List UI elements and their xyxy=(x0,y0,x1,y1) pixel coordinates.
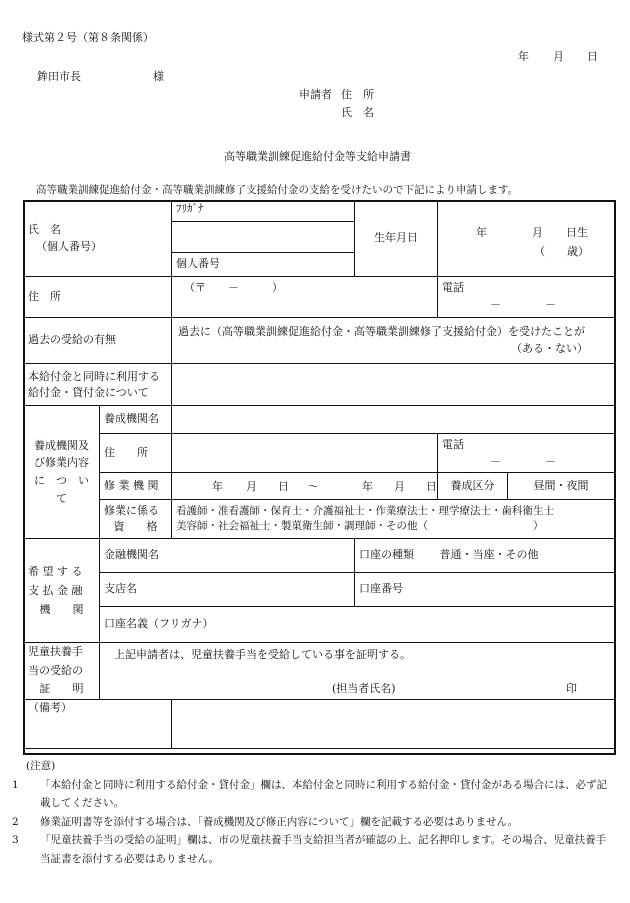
note-item: 2 修業証明書等を添付する場合は、「養成機関及び修正内容について」欄を記載する必要はありません。 xyxy=(12,815,519,828)
personal-number-field[interactable]: 個人番号 xyxy=(172,253,355,277)
past-receipt-label: 過去の受給の有無 xyxy=(24,318,172,364)
note-item: 1 「本給付金と同時に利用する給付金・貸付金」欄は、本給付金と同時に利用する給付金・貸付金がある場合には、必ず記載してください。 xyxy=(12,778,607,809)
child-allowance-certification[interactable]: 上記申請者は、児童扶養手当を受給している事を証明する。 (担当者氏名) 印 xyxy=(100,643,615,700)
child-allowance-label: 児童扶養手 当の受給の 証 明 xyxy=(24,643,100,700)
birthdate-field[interactable]: 年 月 日生 （ 歳） xyxy=(438,201,615,277)
account-number-field[interactable]: 口座番号 xyxy=(355,573,615,607)
phone-field[interactable]: 電話 － － xyxy=(438,277,615,318)
note-item: 3 「児童扶養手当の受給の証明」欄は、市の児童扶養手当支給担当者が確認の上、記名押印します。その場合、児童扶養手当証書を添付する必要はありません。 xyxy=(12,834,607,865)
concurrent-aid-label: 本給付金と同時に利用する 給付金・貸付金について xyxy=(24,364,172,406)
qualification-label: 修業に係る 資 格 xyxy=(100,500,172,539)
address-label: 住 所 xyxy=(24,277,172,318)
intro-text: 高等職業訓練促進給付金・高等職業訓練修了支援給付金の支給を受けたいので下記により申請します。 xyxy=(36,184,519,196)
branch-field[interactable]: 支店名 xyxy=(100,573,355,607)
institution-name-label: 養成機関名 xyxy=(100,406,172,434)
address-field[interactable]: （〒 － ） xyxy=(172,277,438,318)
training-type-label: 養成区分 xyxy=(438,473,508,500)
remarks-label: （備考） xyxy=(24,700,172,749)
institution-name-field[interactable] xyxy=(172,406,615,434)
furigana-field[interactable]: ﾌﾘｶﾞﾅ xyxy=(172,201,355,222)
form-number: 様式第２号（第８条関係） xyxy=(22,31,154,44)
bank-name-field[interactable]: 金融機関名 xyxy=(100,539,355,573)
name-label-cell: 氏 名 （個人番号） xyxy=(24,201,172,277)
account-type-field[interactable]: 口座の種類 普通・当座・その他 xyxy=(355,539,615,573)
application-table xyxy=(23,200,615,749)
institution-address-field[interactable] xyxy=(172,434,438,473)
qualification-options[interactable]: 看護師・准看護師・保育士・介護福祉士・作業療法士・理学療法士・歯科衛生士 美容師・社会福祉士・製菓衛生師・調理師・その他（ ） xyxy=(172,500,615,539)
institution-address-label: 住 所 xyxy=(100,434,172,473)
form-title: 高等職業訓練促進給付金等支給申請書 xyxy=(224,150,411,163)
notes-heading: (注意) xyxy=(26,760,56,772)
account-holder-field[interactable]: 口座名義（フリガナ） xyxy=(100,607,615,643)
study-period-label: 修 業 機 関 xyxy=(100,473,172,500)
name-field[interactable] xyxy=(172,222,355,253)
concurrent-aid-field[interactable] xyxy=(172,364,615,406)
birthdate-label: 生年月日 xyxy=(355,201,438,277)
study-period-field[interactable]: 年 月 日 ～ 年 月 日 xyxy=(172,473,438,500)
notes-section xyxy=(12,757,611,868)
remarks-field[interactable] xyxy=(172,700,615,749)
training-type-options[interactable]: 昼間・夜間 xyxy=(508,473,615,500)
training-section-label: 養成機関及 び修業内容 に つ い て xyxy=(24,406,100,539)
institution-phone-field[interactable]: 電話 － － xyxy=(438,434,615,473)
past-receipt-field[interactable]: 過去に（高等職業訓練促進給付金・高等職業訓練修了支援給付金）を受けたことが （ある・ない） xyxy=(172,318,615,364)
bank-section-label: 希 望 す る 支 払 金 融 機 関 xyxy=(24,539,100,643)
